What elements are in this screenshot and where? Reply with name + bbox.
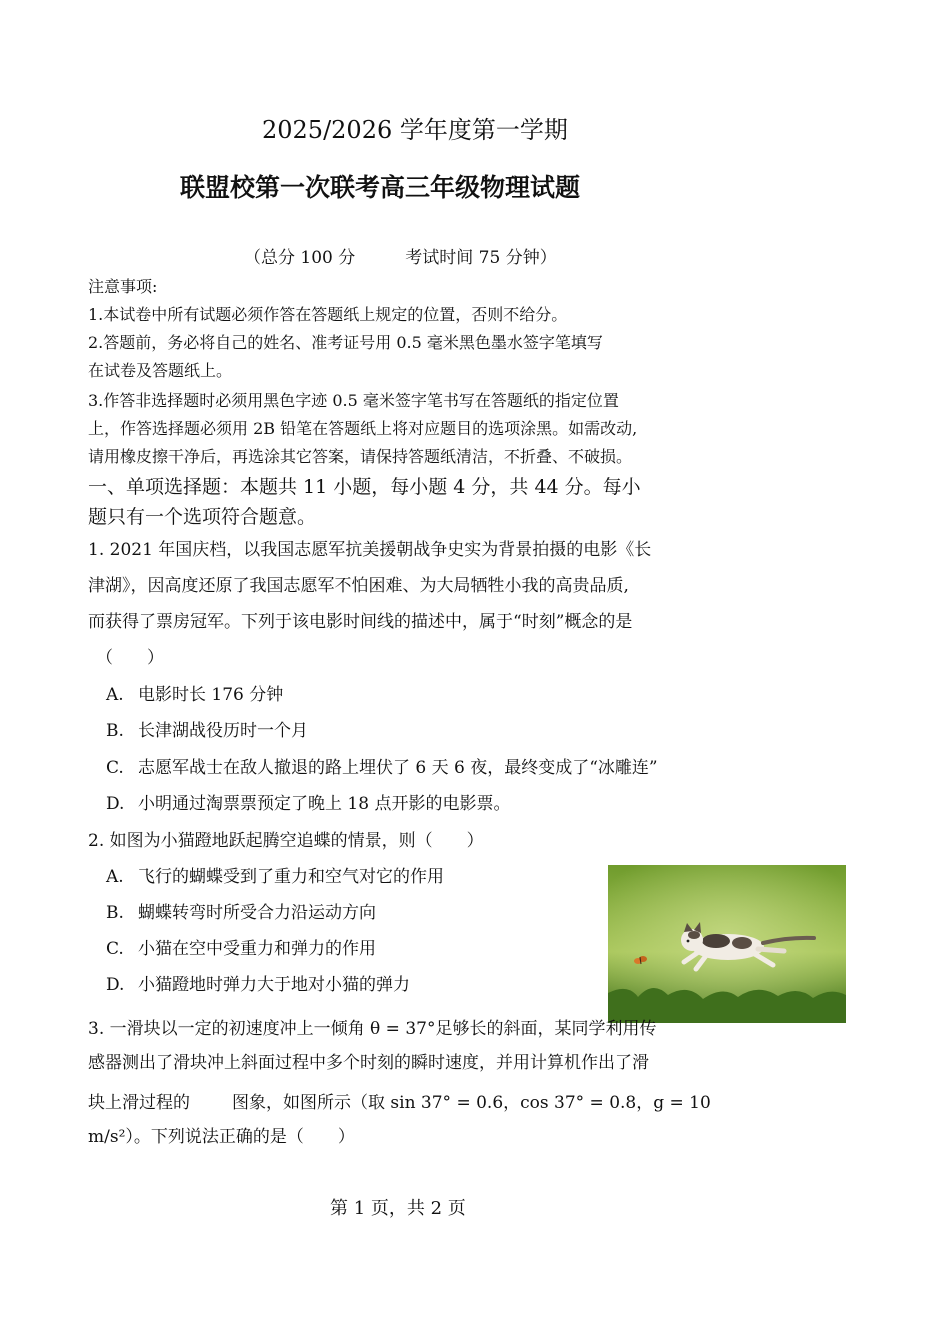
note-3-cont2: 请用橡皮擦干净后，再选涂其它答案，请保持答题纸清洁，不折叠、不破损。 bbox=[88, 447, 633, 466]
q1-option-b: B. 长津湖战役历时一个月 bbox=[106, 721, 308, 741]
section-heading: 一、单项选择题：本题共 11 小题，每小题 4 分，共 44 分。每小 bbox=[88, 476, 641, 498]
q3-stem-3: 块上滑过程的 图象，如图所示（取 sin 37° = 0.6，cos 37° = 0.8，g = 10 bbox=[88, 1093, 711, 1113]
q2-stem: 2. 如图为小猫蹬地跃起腾空追蝶的情景，则（ ） bbox=[88, 831, 484, 851]
exam-title: 联盟校第一次联考高三年级物理试题 bbox=[180, 173, 581, 202]
q2-option-a: A. 飞行的蝴蝶受到了重力和空气对它的作用 bbox=[106, 867, 444, 887]
q2-option-c: C. 小猫在空中受重力和弹力的作用 bbox=[106, 939, 376, 959]
section-heading-cont: 题只有一个选项符合题意。 bbox=[88, 506, 317, 528]
q1-answer-blank: （ ） bbox=[96, 648, 164, 668]
q1-option-d: D. 小明通过淘票票预定了晚上 18 点开影的电影票。 bbox=[106, 794, 511, 814]
note-1: 1.本试卷中所有试题必须作答在答题纸上规定的位置，否则不给分。 bbox=[88, 305, 568, 324]
q1-stem-2: 津湖》，因高度还原了我国志愿军不怕困难、为大局牺牲小我的高贵品质, bbox=[88, 576, 629, 596]
note-2-cont: 在试卷及答题纸上。 bbox=[88, 361, 233, 380]
q1-stem-3: 而获得了票房冠军。下列于该电影时间线的描述中，属于“时刻”概念的是 bbox=[88, 612, 633, 632]
q2-option-b: B. 蝴蝶转弯时所受合力沿运动方向 bbox=[106, 903, 376, 923]
exam-term-title: 2025/2026 学年度第一学期 bbox=[262, 116, 568, 144]
page-number: 第 1 页，共 2 页 bbox=[330, 1198, 466, 1219]
note-3: 3.作答非选择题时必须用黑色字迹 0.5 毫米签字笔书写在答题纸的指定位置 bbox=[88, 391, 619, 410]
total-score: （总分 100 分 bbox=[244, 248, 356, 268]
q1-option-c: C. 志愿军战士在敌人撤退的路上埋伏了 6 天 6 夜，最终变成了“冰雕连” bbox=[106, 758, 658, 778]
note-2: 2.答题前，务必将自己的姓名、准考证号用 0.5 毫米黑色墨水签字笔填写 bbox=[88, 333, 603, 352]
kitten-butterfly-image bbox=[608, 865, 846, 1023]
exam-info bbox=[244, 243, 557, 268]
q2-option-d: D. 小猫蹬地时弹力大于地对小猫的弹力 bbox=[106, 975, 410, 995]
q3-stem: 3. 一滑块以一定的初速度冲上一倾角 θ = 37°足够长的斜面，某同学利用传 bbox=[88, 1019, 657, 1039]
exam-time: 考试时间 75 分钟） bbox=[405, 248, 557, 268]
note-3-cont: 上，作答选择题必须用 2B 铅笔在答题纸上将对应题目的选项涂黑。如需改动, bbox=[88, 419, 638, 438]
q1-option-a: A. 电影时长 176 分钟 bbox=[106, 685, 284, 705]
q1-stem: 1. 2021 年国庆档，以我国志愿军抗美援朝战争史实为背景拍摄的电影《长 bbox=[88, 540, 652, 560]
notes-heading: 注意事项: bbox=[88, 277, 158, 296]
q3-stem-2: 感器测出了滑块冲上斜面过程中多个时刻的瞬时速度，并用计算机作出了滑 bbox=[88, 1053, 649, 1073]
q3-stem-4: m/s²）。下列说法正确的是（ ） bbox=[88, 1127, 355, 1147]
